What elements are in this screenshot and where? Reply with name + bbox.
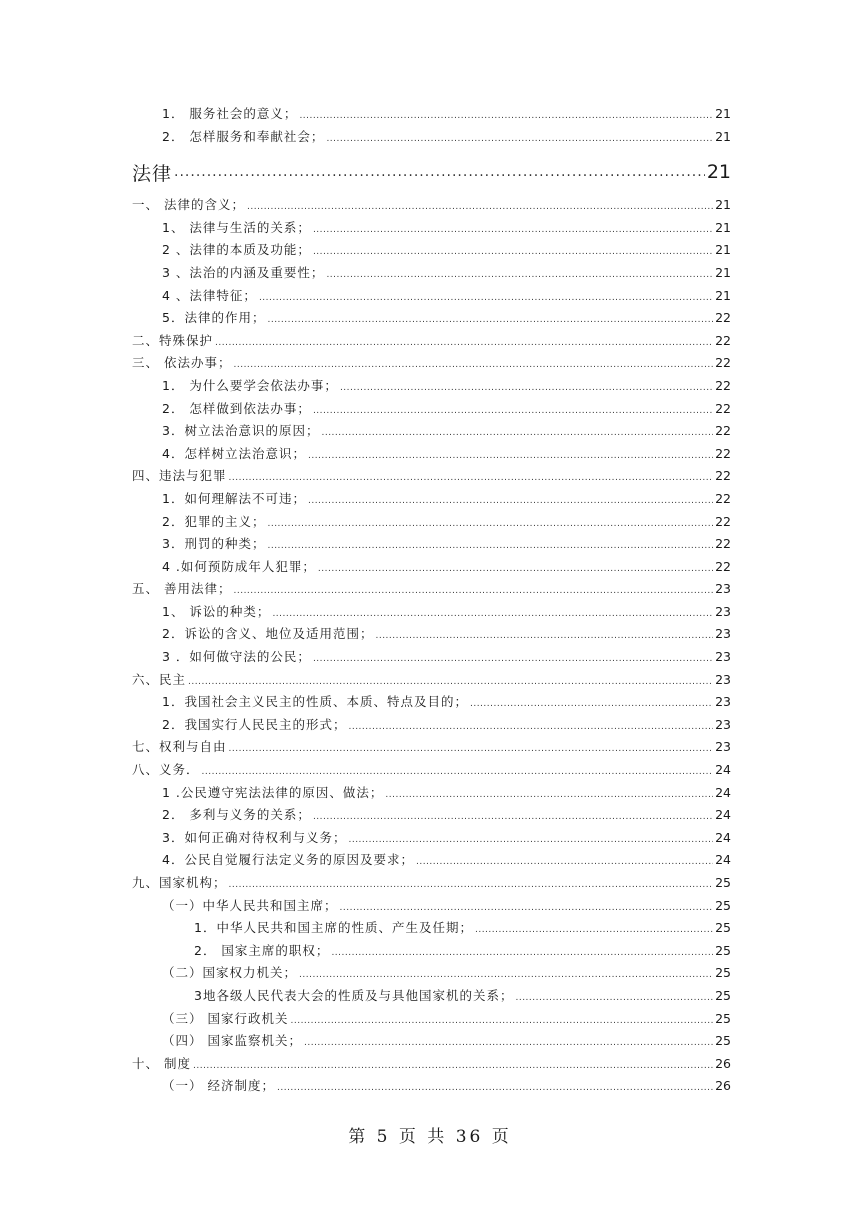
toc-entry[interactable] [132, 896, 731, 919]
toc-page-number: 21 [715, 219, 731, 235]
toc-page-number: 23 [715, 694, 731, 710]
toc-entry[interactable] [132, 557, 731, 580]
toc-entry[interactable] [132, 1009, 731, 1032]
toc-page-number: 22 [715, 423, 731, 439]
toc-page-number: 21 [715, 128, 731, 144]
dot-leader [299, 970, 713, 980]
toc-entry[interactable] [132, 534, 731, 557]
toc-page-number: 23 [715, 671, 731, 687]
toc-entry-title: 1、 诉讼的种类； [162, 603, 271, 619]
toc-entry-title: 3．树立法治意识的原因； [162, 423, 320, 439]
toc-entry-title: 4．怎样树立法治意识； [162, 445, 306, 461]
toc-entry[interactable] [132, 286, 731, 309]
toc-entry[interactable] [132, 444, 731, 467]
dot-leader [193, 1061, 713, 1071]
toc-entry-title: 一、 法律的含义； [132, 197, 245, 213]
dot-leader [326, 270, 713, 280]
toc-entry-title: （二）国家权力机关； [162, 965, 298, 981]
toc-entry[interactable] [132, 760, 731, 783]
toc-entry-title: 1． 服务社会的意义； [162, 106, 298, 121]
toc-page-number: 22 [715, 310, 731, 326]
toc-page-number: 21 [715, 197, 731, 213]
toc-entry[interactable] [132, 466, 731, 489]
dot-leader [475, 925, 713, 935]
toc-page-number: 21 [715, 106, 731, 121]
dot-leader [470, 699, 713, 709]
dot-leader [308, 496, 713, 506]
dot-leader [202, 767, 714, 777]
toc-page-number: 25 [715, 1033, 731, 1049]
dot-leader [313, 654, 713, 664]
toc-page-number: 22 [715, 400, 731, 416]
toc-page-number: 22 [715, 536, 731, 552]
toc-entry-title: （一） 经济制度； [162, 1078, 275, 1094]
toc-entry[interactable] [132, 489, 731, 512]
toc-entry[interactable] [132, 715, 731, 738]
dot-leader [215, 338, 713, 348]
toc-entry[interactable] [132, 1076, 731, 1099]
toc-entry[interactable] [132, 602, 731, 625]
toc-entry[interactable] [132, 127, 731, 150]
toc-page-number: 25 [715, 1010, 731, 1026]
toc-page-number: 25 [715, 875, 731, 890]
dot-leader [247, 202, 713, 212]
dot-leader [188, 677, 713, 687]
toc-entry[interactable] [132, 692, 731, 715]
toc-page-number: 25 [715, 920, 731, 936]
toc-entry-title: （三） 国家行政机关 [162, 1010, 289, 1026]
toc-page-number: 25 [715, 942, 731, 958]
toc-entry-title: 2． 怎样做到依法办事； [162, 400, 311, 416]
toc-entry[interactable] [132, 670, 731, 693]
dot-leader [267, 519, 713, 529]
toc-entry[interactable] [132, 512, 731, 535]
dot-leader [340, 383, 713, 393]
dot-leader [299, 111, 713, 121]
toc-entry-title: 2． 多利与义务的关系； [162, 807, 311, 823]
toc-page-number: 25 [715, 897, 731, 913]
dot-leader [233, 586, 713, 596]
dot-leader [313, 225, 713, 235]
toc-entry-title: 1 .公民遵守宪法法律的原因、做法； [162, 784, 384, 800]
toc-page-number: 22 [715, 513, 731, 529]
toc-entry-title: 1．如何理解法不可违； [162, 490, 306, 506]
toc-entry[interactable] [132, 308, 731, 331]
dot-leader [290, 1016, 713, 1026]
dot-leader [348, 835, 713, 845]
toc-entry-title: 5．法律的作用； [162, 310, 266, 326]
page-footer: 第 5 页 共 36 页 [348, 1127, 512, 1147]
dot-leader [331, 948, 713, 958]
toc-entry-title: 三、 依法办事； [132, 355, 232, 371]
toc-page-number: 24 [715, 852, 731, 868]
toc-entry[interactable] [132, 331, 731, 354]
dot-leader [229, 880, 714, 890]
dot-leader [313, 247, 713, 257]
toc-entry-title: 六、民主 [132, 671, 187, 687]
toc-entry[interactable] [132, 1054, 731, 1077]
toc-entry-title: 四、违法与犯罪 [132, 468, 227, 484]
toc-entry-title: 五、 善用法律； [132, 581, 232, 597]
toc-entry-title: 八、义务． [132, 762, 200, 778]
toc-entry[interactable] [132, 421, 731, 444]
toc-entry[interactable] [132, 941, 731, 964]
toc-entry-title: 九、国家机构； [132, 875, 227, 890]
toc-entry-title: 2 、法律的本质及功能； [162, 242, 311, 258]
toc-entry[interactable] [132, 918, 731, 941]
dot-leader [267, 315, 713, 325]
toc-page-number: 22 [715, 377, 731, 393]
toc-page-number: 26 [715, 1078, 731, 1094]
toc-entry[interactable] [132, 850, 731, 873]
toc-chapter-heading[interactable] [132, 149, 731, 195]
toc-page-number: 22 [715, 468, 731, 484]
dot-leader [313, 406, 713, 416]
toc-page-number: 25 [715, 987, 731, 1003]
toc-entry[interactable] [132, 873, 731, 896]
dot-leader [304, 1038, 713, 1048]
toc-entry[interactable] [132, 399, 731, 422]
toc-page-number: 22 [715, 490, 731, 506]
toc-page-number: 22 [715, 558, 731, 574]
toc-entry-title: 1． 为什么要学会依法办事； [162, 377, 338, 393]
toc-entry-title: （一）中华人民共和国主席； [162, 897, 338, 913]
dot-leader [318, 564, 713, 574]
dot-leader [277, 1083, 713, 1093]
toc-entry[interactable] [132, 104, 731, 127]
toc-page-number: 24 [715, 829, 731, 845]
toc-page-number: 21 [715, 264, 731, 280]
dot-leader [259, 293, 713, 303]
toc-entry[interactable] [132, 647, 731, 670]
toc-page-number: 24 [715, 762, 731, 778]
toc-entry-title: （四） 国家监察机关； [162, 1033, 302, 1049]
toc-entry[interactable] [132, 986, 731, 1009]
toc-entry-title: 3．如何正确对待权利与义务； [162, 829, 347, 845]
dot-leader [308, 451, 713, 461]
toc-entry[interactable] [132, 240, 731, 263]
toc-entry[interactable] [132, 218, 731, 241]
toc-page-number: 23 [715, 649, 731, 665]
toc-entry-title: 4 .如何预防成年人犯罪； [162, 558, 316, 574]
toc-entry[interactable] [132, 624, 731, 647]
toc-entry-title: 3 、法治的内涵及重要性； [162, 264, 325, 280]
toc-entry[interactable] [132, 1031, 731, 1054]
toc-entry-title: 1．我国社会主义民主的性质、本质、特点及目的； [162, 694, 468, 710]
toc-entry-title: 七、权利与自由 [132, 739, 227, 755]
dot-leader [267, 541, 713, 551]
toc-page-number: 23 [715, 739, 731, 755]
toc-entry[interactable] [132, 828, 731, 851]
toc-entry[interactable] [132, 353, 731, 376]
toc-page-number: 21 [715, 242, 731, 258]
toc-entry-title: 3 ．如何做守法的公民； [162, 649, 311, 665]
toc-page-number: 26 [715, 1055, 731, 1071]
toc-page-number: 23 [715, 716, 731, 732]
dot-leader [385, 790, 713, 800]
toc-page-number: 22 [715, 332, 731, 348]
toc-entry[interactable] [132, 376, 731, 399]
toc-entry[interactable] [132, 963, 731, 986]
toc-entry-title: 3．刑罚的种类； [162, 536, 266, 552]
dot-leader [375, 631, 713, 641]
dot-leader [229, 473, 714, 483]
toc-page-number: 24 [715, 784, 731, 800]
toc-entry-title: 2．诉讼的含义、地位及适用范围； [162, 626, 374, 642]
toc-entry-title: 2． 国家主席的职权； [194, 942, 330, 958]
toc-entry[interactable] [132, 737, 731, 760]
dot-leader [272, 609, 713, 619]
toc-entry-title: 十、 制度 [132, 1055, 191, 1071]
toc-page-number: 22 [715, 355, 731, 371]
dot-leader [313, 812, 713, 822]
toc-entry-title: 1、 法律与生活的关系； [162, 219, 311, 235]
dot-leader [515, 993, 713, 1003]
toc-entry[interactable] [132, 579, 731, 602]
toc-entry-title: 4．公民自觉履行法定义务的原因及要求； [162, 852, 414, 868]
toc-page-number: 23 [715, 581, 731, 597]
dot-leader [348, 722, 713, 732]
toc-entry[interactable] [132, 805, 731, 828]
toc-entry[interactable] [132, 783, 731, 806]
dot-leader [340, 903, 714, 913]
toc-entry[interactable] [132, 195, 731, 218]
dot-leader [326, 134, 713, 144]
toc-page-number: 23 [715, 626, 731, 642]
dot-leader [321, 428, 713, 438]
toc-entry-title: 3地各级人民代表大会的性质及与具他国家机的关系； [194, 987, 514, 1003]
toc-page-number: 25 [715, 965, 731, 981]
toc-page-number: 21 [715, 287, 731, 303]
toc-page-number: 23 [715, 603, 731, 619]
toc-page-number: 21 [706, 161, 731, 184]
toc-entry-title: 二、特殊保护 [132, 332, 214, 348]
dot-leader [174, 164, 705, 180]
toc-entry[interactable] [132, 263, 731, 286]
toc-page-number: 22 [715, 445, 731, 461]
toc-entry-title: 2．犯罪的主义； [162, 513, 266, 529]
toc-entry-title: 4 、法律特征； [162, 287, 257, 303]
dot-leader [416, 857, 713, 867]
toc-entry-title: 1．中华人民共和国主席的性质、产生及任期； [194, 920, 473, 936]
toc-entry-title: 2．我国实行人民民主的形式； [162, 716, 347, 732]
toc-entry-title: 2． 怎样服务和奉献社会； [162, 128, 325, 144]
dot-leader [233, 360, 713, 370]
toc-page-number: 24 [715, 807, 731, 823]
table-of-contents [132, 104, 731, 1099]
dot-leader [229, 744, 714, 754]
toc-entry-title: 法律 [132, 162, 173, 185]
